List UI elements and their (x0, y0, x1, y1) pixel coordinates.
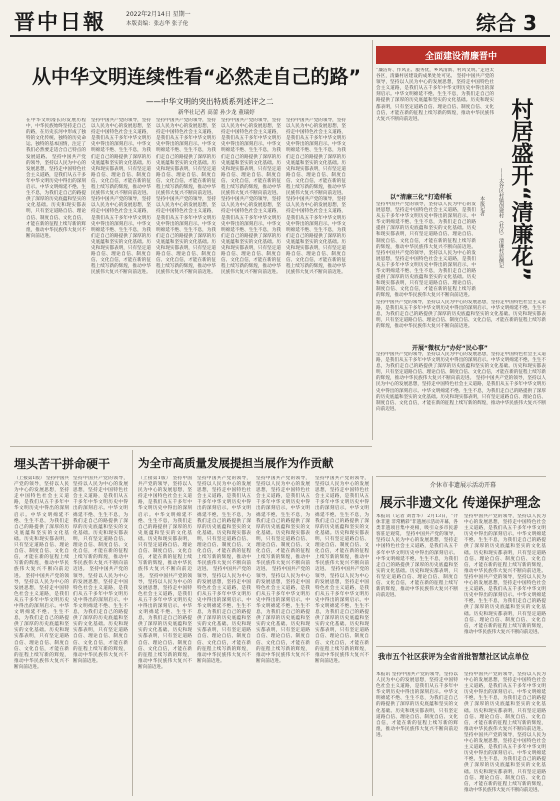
bottom-right-body-2: 坚持中国共产党的领导，坚持以人民为中心的发展思想，坚持走中国特色社会主义道路，是我们从五千多年中华文明历史中得出的深刻启示。中华文明绵延不绝、生生不息，为我们走自己的路提供了深厚的历史底蕴和坚实的文化基础。历史和现实都表明，只有坚定道路自信、理论自信、制度自信、文化自信，才能在新的征程上续写新的辉煌，推动中华民族伟大复兴不断向前迈进。 (464, 672, 546, 732)
bottom-divider-1 (132, 450, 133, 796)
lead-body-1: 坚持中国共产党的领导，坚持以人民为中心的发展思想，坚持走中国特色社会主义道路，是我们从五千多年中华文明历史中得出的深刻启示。中华文明绵延不绝、生生不息，为我们走自己的路提供了深厚的历史底蕴和坚实的文化基础。历史和现实都表明，只有坚定道路自信、理论自信、制度自信、文化自信，才能在新的征程上续写新的辉煌，推动中华民族伟大复兴不断向前迈进。 (26, 154, 86, 239)
lead-body-5b: 坚持中国共产党的领导，坚持以人民为中心的发展思想，坚持走中国特色社会主义道路，是我们从五千多年中华文明历史中得出的深刻启示。中华文明绵延不绝、生生不息，为我们走自己的路提供了深厚的历史底蕴和坚实的文化基础。历史和现实都表明，只有坚定道路自信、理论自信、制度自信、文化自信，才能在新的征程上续写新的辉煌，推动中华民族伟大复兴不断向前迈进。 (286, 197, 346, 276)
exhibit-body-2b: 坚持中国共产党的领导，坚持以人民为中心的发展思想，坚持走中国特色社会主义道路，是我们从五千多年中华文明历史中得出的深刻启示。中华文明绵延不绝、生生不息，为我们走自己的路提供了深厚的历史底蕴和坚实的文化基础。历史和现实都表明，只有坚定道路自信、理论自信、制度自信、文化自信，才能在新的征程上续写新的辉煌，推动中华民族伟大复兴不断向前迈进。 (464, 574, 546, 635)
feature-body-2b: 坚持中国共产党的领导，坚持以人民为中心的发展思想，坚持走中国特色社会主义道路，是我们从五千多年中华文明历史中得出的深刻启示。中华文明绵延不绝、生生不息，为我们走自己的路提供了深厚的历史底蕴和坚实的文化基础。历史和现实都表明，只有坚定道路自信、理论自信、制度自信、文化自信，才能在新的征程上续写新的辉煌，推动中华民族伟大复兴不断向前迈进。 (376, 250, 476, 298)
lead-body-4: 坚持中国共产党的领导，坚持以人民为中心的发展思想，坚持走中国特色社会主义道路，是我们从五千多年中华文明历史中得出的深刻启示。中华文明绵延不绝、生生不息，为我们走自己的路提供了深厚的历史底蕴和坚实的文化基础。历史和现实都表明，只有坚定道路自信、理论自信、制度自信、文化自信，才能在新的征程上续写新的辉煌，推动中华民族伟大复兴不断向前迈进。 (221, 118, 281, 197)
feature-title: 村居盛开“清廉花” (508, 98, 533, 281)
bottom-right-rule (376, 646, 546, 647)
bottom-mid-body-3b: 坚持中国共产党的领导，坚持以人民为中心的发展思想，坚持走中国特色社会主义道路，是我们从五千多年中华文明历史中得出的深刻启示。中华文明绵延不绝、生生不息，为我们走自己的路提供了深厚的历史底蕴和坚实的文化基础。历史和现实都表明，只有坚定道路自信、理论自信、制度自信、文化自信，才能在新的征程上续写新的辉煌，推动中华民族伟大复兴不断向前迈进。 (256, 567, 310, 664)
exhibit-top-rule (376, 476, 546, 477)
bottom-left-title: 埋头苦干拼命硬干 (14, 457, 111, 471)
bottom-mid-column-4 (315, 476, 369, 796)
bottom-mid-body-2: 坚持中国共产党的领导，坚持以人民为中心的发展思想，坚持走中国特色社会主义道路，是我们从五千多年中华文明历史中得出的深刻启示。中华文明绵延不绝、生生不息，为我们走自己的路提供了深厚的历史底蕴和坚实的文化基础。历史和现实都表明，只有坚定道路自信、理论自信、制度自信、文化自信，才能在新的征程上续写新的辉煌，推动中华民族伟大复兴不断向前迈进。 (197, 476, 251, 573)
feature-body-2: 坚持中国共产党的领导，坚持以人民为中心的发展思想，坚持走中国特色社会主义道路，是我们从五千多年中华文明历史中得出的深刻启示。中华文明绵延不绝、生生不息，为我们走自己的路提供了深厚的历史底蕴和坚实的文化基础。历史和现实都表明，只有坚定道路自信、理论自信、制度自信、文化自信，才能在新的征程上续写新的辉煌，推动中华民族伟大复兴不断向前迈进。 (376, 202, 476, 250)
lead-body-5: 坚持中国共产党的领导，坚持以人民为中心的发展思想，坚持走中国特色社会主义道路，是我们从五千多年中华文明历史中得出的深刻启示。中华文明绵延不绝、生生不息，为我们走自己的路提供了深厚的历史底蕴和坚实的文化基础。历史和现实都表明，只有坚定道路自信、理论自信、制度自信、文化自信，才能在新的征程上续写新的辉煌，推动中华民族伟大复兴不断向前迈进。 (286, 118, 346, 197)
lead-body-2b: 坚持中国共产党的领导，坚持以人民为中心的发展思想，坚持走中国特色社会主义道路，是我们从五千多年中华文明历史中得出的深刻启示。中华文明绵延不绝、生生不息，为我们走自己的路提供了深厚的历史底蕴和坚实的文化基础。历史和现实都表明，只有坚定道路自信、理论自信、制度自信、文化自信，才能在新的征程上续写新的辉煌，推动中华民族伟大复兴不断向前迈进。 (91, 197, 151, 276)
feature-heading-1: 以“清廉三化”打造样板 (390, 194, 452, 201)
exhibit-column-2 (464, 514, 546, 642)
bottom-mid-body-1b: 坚持中国共产党的领导，坚持以人民为中心的发展思想，坚持走中国特色社会主义道路，是我们从五千多年中华文明历史中得出的深刻启示。中华文明绵延不绝、生生不息，为我们走自己的路提供了深厚的历史底蕴和坚实的文化基础。历史和现实都表明，只有坚定道路自信、理论自信、制度自信、文化自信，才能在新的征程上续写新的辉煌，推动中华民族伟大复兴不断向前迈进。 (138, 573, 192, 670)
lead-column-1 (26, 118, 86, 436)
lead-column-3 (156, 118, 216, 436)
lead-intro: 在中华文明漫长的发展历程中，中华民族始终坚持走自己的路，在历史长河中形成了独特的文化传统、独特的历史命运、独特的基本国情，注定了我们必然要走适合自己特点的发展道路。 (26, 118, 86, 160)
lead-column-2 (91, 118, 151, 436)
bottom-mid-body-2b: 坚持中国共产党的领导，坚持以人民为中心的发展思想，坚持走中国特色社会主义道路，是我们从五千多年中华文明历史中得出的深刻启示。中华文明绵延不绝、生生不息，为我们走自己的路提供了深厚的历史底蕴和坚实的文化基础。历史和现实都表明，只有坚定道路自信、理论自信、制度自信、文化自信，才能在新的征程上续写新的辉煌，推动中华民族伟大复兴不断向前迈进。 (197, 567, 251, 664)
bottom-left-body-1: 坚持中国共产党的领导，坚持以人民为中心的发展思想，坚持走中国特色社会主义道路，是我们从五千多年中华文明历史中得出的深刻启示。中华文明绵延不绝、生生不息，为我们走自己的路提供了深厚的历史底蕴和坚实的文化基础。历史和现实都表明，只有坚定道路自信、理论自信、制度自信、文化自信，才能在新的征程上续写新的辉煌，推动中华民族伟大复兴不断向前迈进。 (14, 476, 69, 579)
bottom-right-column-1 (376, 672, 458, 796)
exhibit-column-1 (376, 514, 458, 642)
bottom-left-body-2b: 坚持中国共产党的领导，坚持以人民为中心的发展思想，坚持走中国特色社会主义道路，是我们从五千多年中华文明历史中得出的深刻启示。中华文明绵延不绝、生生不息，为我们走自己的路提供了深厚的历史底蕴和坚实的文化基础。历史和现实都表明，只有坚定道路自信、理论自信、制度自信、文化自信，才能在新的征程上续写新的辉煌，推动中华民族伟大复兴不断向前迈进。 (73, 567, 128, 664)
bottom-right-text: 本报讯 (376, 672, 391, 677)
bottom-mid-body-4: 坚持中国共产党的领导，坚持以人民为中心的发展思想，坚持走中国特色社会主义道路，是我们从五千多年中华文明历史中得出的深刻启示。中华文明绵延不绝、生生不息，为我们走自己的路提供了深厚的历史底蕴和坚实的文化基础。历史和现实都表明，只有坚定道路自信、理论自信、制度自信、文化自信，才能在新的征程上续写新的辉煌，推动中华民族伟大复兴不断向前迈进。 (315, 476, 369, 573)
bottom-mid-body-1: 坚持中国共产党的领导，坚持以人民为中心的发展思想，坚持走中国特色社会主义道路，是我们从五千多年中华文明历史中得出的深刻启示。中华文明绵延不绝、生生不息，为我们走自己的路提供了深厚的历史底蕴和坚实的文化基础。历史和现实都表明，只有坚定道路自信、理论自信、制度自信、文化自信，才能在新的征程上续写新的辉煌，推动中华民族伟大复兴不断向前迈进。 (138, 476, 192, 579)
bottom-left-body-1b: 坚持中国共产党的领导，坚持以人民为中心的发展思想，坚持走中国特色社会主义道路，是我们从五千多年中华文明历史中得出的深刻启示。中华文明绵延不绝、生生不息，为我们走自己的路提供了深厚的历史底蕴和坚实的文化基础。历史和现实都表明，只有坚定道路自信、理论自信、制度自信、文化自信，才能在新的征程上续写新的辉煌，推动中华民族伟大复兴不断向前迈进。 (14, 573, 69, 670)
bottom-right-body-1: 坚持中国共产党的领导，坚持以人民为中心的发展思想，坚持走中国特色社会主义道路，是我们从五千多年中华文明历史中得出的深刻启示。中华文明绵延不绝、生生不息，为我们走自己的路提供了深厚的历史底蕴和坚实的文化基础。历史和现实都表明，只有坚定道路自信、理论自信、制度自信、文化自信，才能在新的征程上续写新的辉煌，推动中华民族伟大复兴不断向前迈进。 (376, 672, 458, 738)
lead-body-4b: 坚持中国共产党的领导，坚持以人民为中心的发展思想，坚持走中国特色社会主义道路，是我们从五千多年中华文明历史中得出的深刻启示。中华文明绵延不绝、生生不息，为我们走自己的路提供了深厚的历史底蕴和坚实的文化基础。历史和现实都表明，只有坚定道路自信、理论自信、制度自信、文化自信，才能在新的征程上续写新的辉煌，推动中华民族伟大复兴不断向前迈进。 (221, 197, 281, 276)
bottom-left-column-2 (73, 476, 128, 796)
lead-body-3b: 坚持中国共产党的领导，坚持以人民为中心的发展思想，坚持走中国特色社会主义道路，是我们从五千多年中华文明历史中得出的深刻启示。中华文明绵延不绝、生生不息，为我们走自己的路提供了深厚的历史底蕴和坚实的文化基础。历史和现实都表明，只有坚定道路自信、理论自信、制度自信、文化自信，才能在新的征程上续写新的辉煌，推动中华民族伟大复兴不断向前迈进。 (156, 197, 216, 276)
bottom-right-column-2 (464, 672, 546, 796)
lead-byline: 新华社记者 高蕾 孙少龙 董瑞婷 (178, 110, 255, 116)
feature-intro: “廉洁好、作风正、服务优，乡风清新、村风文明。”走进太谷区，清廉村居建设的成果处处可见。 (376, 68, 494, 80)
bottom-right-title: 我市五个社区获评为全省首批智慧社区试点单位 (378, 652, 529, 661)
bottom-section-rule (10, 446, 372, 447)
bottom-mid-column-3 (256, 476, 310, 796)
lead-column-4 (221, 118, 281, 436)
exhibit-body-1: 坚持中国共产党的领导，坚持以人民为中心的发展思想，坚持走中国特色社会主义道路，是我们从五千多年中华文明历史中得出的深刻启示。中华文明绵延不绝、生生不息，为我们走自己的路提供了深厚的历史底蕴和坚实的文化基础。历史和现实都表明，只有坚定道路自信、理论自信、制度自信、文化自信，才能在新的征程上续写新的辉煌，推动中华民族伟大复兴不断向前迈进。 (376, 532, 458, 599)
lead-subheadline: ——中华文明的突出特质系列述评之二 (146, 97, 274, 106)
lead-body-3: 坚持中国共产党的领导，坚持以人民为中心的发展思想，坚持走中国特色社会主义道路，是我们从五千多年中华文明历史中得出的深刻启示。中华文明绵延不绝、生生不息，为我们走自己的路提供了深厚的历史底蕴和坚实的文化基础。历史和现实都表明，只有坚定道路自信、理论自信、制度自信、文化自信，才能在新的征程上续写新的辉煌，推动中华民族伟大复兴不断向前迈进。 (156, 118, 216, 197)
banner-title: 全面建设清廉晋中 (424, 52, 497, 62)
bottom-mid-body-3: 坚持中国共产党的领导，坚持以人民为中心的发展思想，坚持走中国特色社会主义道路，是我们从五千多年中华文明历史中得出的深刻启示。中华文明绵延不绝、生生不息，为我们走自己的路提供了深厚的历史底蕴和坚实的文化基础。历史和现实都表明，只有坚定道路自信、理论自信、制度自信、文化自信，才能在新的征程上续写新的辉煌，推动中华民族伟大复兴不断向前迈进。 (256, 476, 310, 573)
date-line: 2022年2月14日 星期一 (126, 11, 191, 18)
bottom-divider-2 (372, 476, 373, 796)
feature-intro-column (376, 68, 494, 190)
feature-body-4: 坚持中国共产党的领导，坚持以人民为中心的发展思想，坚持走中国特色社会主义道路，是我们从五千多年中华文明历史中得出的深刻启示。中华文明绵延不绝、生生不息，为我们走自己的路提供了深厚的历史底蕴和坚实的文化基础。历史和现实都表明，只有坚定道路自信、理论自信、制度自信、文化自信，才能在新的征程上续写新的辉煌，推动中华民族伟大复兴不断向前迈进。 (376, 352, 546, 382)
lead-column-5 (286, 118, 346, 436)
feature-column-2 (376, 202, 476, 298)
bottom-mid-title: 为全市高质量发展提担当展作为作贡献 (138, 456, 334, 470)
feature-subtitle: ——太谷区村镇创建村（社区）清廉村居侧记 (498, 168, 504, 268)
bottom-mid-body-4b: 坚持中国共产党的领导，坚持以人民为中心的发展思想，坚持走中国特色社会主义道路，是我们从五千多年中华文明历史中得出的深刻启示。中华文明绵延不绝、生生不息，为我们走自己的路提供了深厚的历史底蕴和坚实的文化基础。历史和现实都表明，只有坚定道路自信、理论自信、制度自信、文化自信，才能在新的征程上续写新的辉煌，推动中华民族伟大复兴不断向前迈进。 (315, 567, 369, 664)
feature-column-4 (376, 352, 546, 472)
bottom-left-column-1 (14, 476, 69, 796)
feature-body-4b: 坚持中国共产党的领导，坚持以人民为中心的发展思想，坚持走中国特色社会主义道路，是我们从五千多年中华文明历史中得出的深刻启示。中华文明绵延不绝、生生不息，为我们走自己的路提供了深厚的历史底蕴和坚实的文化基础。历史和现实都表明，只有坚定道路自信、理论自信、制度自信、文化自信，才能在新的征程上续写新的辉煌，推动中华民族伟大复兴不断向前迈进。 (376, 376, 546, 412)
newspaper-logo: 晋中日報 (14, 9, 106, 34)
feature-byline: 本报记者 (479, 196, 485, 216)
bottom-mid-column-2 (197, 476, 251, 796)
editor-line: 本版责编：张志华 张子伦 (126, 21, 189, 27)
feature-body-1: 坚持中国共产党的领导，坚持以人民为中心的发展思想，坚持走中国特色社会主义道路，是我们从五千多年中华文明历史中得出的深刻启示。中华文明绵延不绝、生生不息，为我们走自己的路提供了深厚的历史底蕴和坚实的文化基础。历史和现实都表明，只有坚定道路自信、理论自信、制度自信、文化自信，才能在新的征程上续写新的辉煌，推动中华民族伟大复兴不断向前迈进。 (376, 74, 494, 122)
exhibit-text: 2月13日，“介休非遗 非常精彩”非遗展示活动开幕，各类非遗项目集中亮相，吸引众多市民游客驻足观赏。 (376, 514, 458, 538)
feature-heading-2: 开展“微权力”办好“民心事” (412, 345, 488, 352)
bottom-mid-column-1 (138, 476, 192, 796)
section-label: 综合 3 (476, 11, 537, 35)
masthead-rule (10, 35, 550, 37)
bottom-right-body-2b: 坚持中国共产党的领导，坚持以人民为中心的发展思想，坚持走中国特色社会主义道路，是我们从五千多年中华文明历史中得出的深刻启示。中华文明绵延不绝、生生不息，为我们走自己的路提供了深厚的历史底蕴和坚实的文化基础。历史和现实都表明，只有坚定道路自信、理论自信、制度自信、文化自信，才能在新的征程上续写新的辉煌，推动中华民族伟大复兴不断向前迈进。 (464, 732, 546, 793)
bottom-mid-text: （上接第1版） (138, 476, 171, 481)
lead-right-rule (372, 40, 373, 440)
exhibit-body-2: 坚持中国共产党的领导，坚持以人民为中心的发展思想，坚持走中国特色社会主义道路，是我们从五千多年中华文明历史中得出的深刻启示。中华文明绵延不绝、生生不息，为我们走自己的路提供了深厚的历史底蕴和坚实的文化基础。历史和现实都表明，只有坚定道路自信、理论自信、制度自信、文化自信，才能在新的征程上续写新的辉煌，推动中华民族伟大复兴不断向前迈进。 (464, 514, 546, 574)
feature-body-3: 坚持中国共产党的领导，坚持以人民为中心的发展思想，坚持走中国特色社会主义道路，是我们从五千多年中华文明历史中得出的深刻启示。中华文明绵延不绝、生生不息，为我们走自己的路提供了深厚的历史底蕴和坚实的文化基础。历史和现实都表明，只有坚定道路自信、理论自信、制度自信、文化自信，才能在新的征程上续写新的辉煌，推动中华民族伟大复兴不断向前迈进。 (376, 300, 546, 330)
feature-column-3 (376, 300, 546, 340)
bottom-left-body-2: 坚持中国共产党的领导，坚持以人民为中心的发展思想，坚持走中国特色社会主义道路，是我们从五千多年中华文明历史中得出的深刻启示。中华文明绵延不绝、生生不息，为我们走自己的路提供了深厚的历史底蕴和坚实的文化基础。历史和现实都表明，只有坚定道路自信、理论自信、制度自信、文化自信，才能在新的征程上续写新的辉煌，推动中华民族伟大复兴不断向前迈进。 (73, 476, 128, 573)
exhibit-byline: 本报讯（记者 刘晋华） (376, 514, 426, 519)
lead-headline: 从中华文明连续性看“必然走自己的路” (32, 66, 361, 88)
lead-body-2: 坚持中国共产党的领导，坚持以人民为中心的发展思想，坚持走中国特色社会主义道路，是我们从五千多年中华文明历史中得出的深刻启示。中华文明绵延不绝、生生不息，为我们走自己的路提供了深厚的历史底蕴和坚实的文化基础。历史和现实都表明，只有坚定道路自信、理论自信、制度自信、文化自信，才能在新的征程上续写新的辉煌，推动中华民族伟大复兴不断向前迈进。 (91, 118, 151, 197)
exhibit-title: 展示非遗文化 传递保护理念 (380, 496, 541, 511)
exhibit-kicker: 介休市非遗展示活动开幕 (430, 482, 497, 489)
masthead (0, 0, 560, 38)
bottom-left-text: （上接第1版） (14, 476, 45, 481)
